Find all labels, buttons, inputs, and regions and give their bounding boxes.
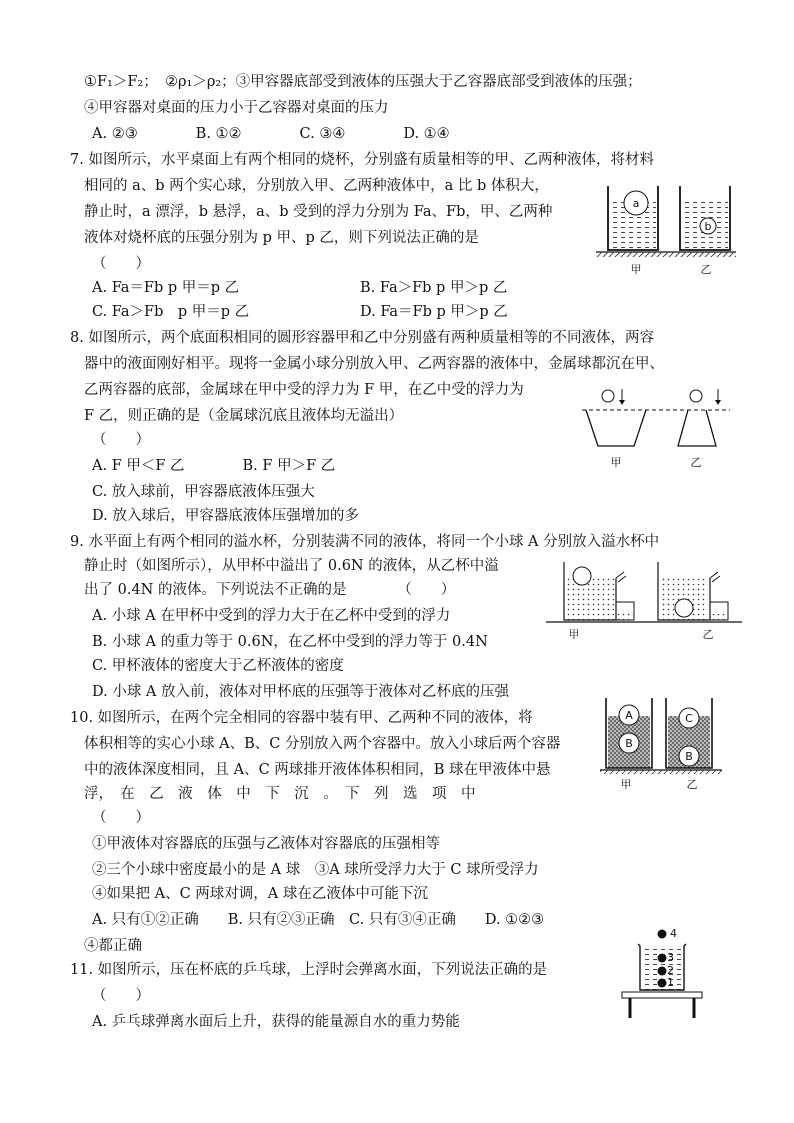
cup-right-label: 乙	[702, 628, 714, 641]
ball-number-3: 3	[667, 951, 674, 964]
q10-statement-4: ④如果把 A、C 两球对调，A 球在乙液体中可能下沉	[92, 886, 428, 902]
cup-right-label: 乙	[700, 263, 712, 276]
cup-left-label: 甲	[620, 778, 632, 791]
cup-right-label: 乙	[690, 456, 702, 469]
q7-stem-1: 7. 如图所示，水平桌面上有两个相同的烧杯，分别盛有质量相等的甲、乙两种液体，将材料	[70, 152, 654, 168]
q7-option-a: A. Fa＝Fb p 甲＝p 乙	[92, 280, 240, 296]
cup-right-label: 乙	[686, 778, 698, 791]
ball-a-label: A	[625, 709, 633, 722]
cup-left-label: 甲	[568, 628, 580, 641]
ball-number-2: 2	[667, 964, 674, 977]
q7-answer-blank: （ ）	[92, 256, 150, 272]
q8-stem-1: 8. 如图所示，两个底面积相同的圆形容器甲和乙中分别盛有两种质量相等的不同液体，两容	[70, 330, 654, 346]
q10-options-cont: ④都正确	[84, 938, 142, 954]
q8-option-d: D. 放入球后，甲容器底液体压强增加的多	[92, 508, 359, 524]
q8-answer-blank: （ ）	[92, 432, 150, 448]
q6-statements-1: ①F₁＞F₂； ②ρ₁＞ρ₂；③甲容器底部受到液体的压强大于乙容器底部受到液体的压强；	[84, 74, 642, 90]
q11-option-a: A. 乒乓球弹离水面后上升，获得的能量源自水的重力势能	[92, 1014, 460, 1030]
q7-option-b: B. Fa＞Fb p 甲＞p 乙	[360, 280, 508, 296]
q9-stem-1: 9. 水平面上有两个相同的溢水杯，分别装满不同的液体，将同一个小球 A 分别放入溢水杯中	[70, 534, 660, 550]
q10-options: A. 只有①②正确 B. 只有②③正确 C. 只有③④正确 D. ①②③	[92, 912, 545, 928]
q8-option-ab: A. F 甲＜F 乙 B. F 甲＞F 乙	[92, 458, 336, 474]
ball-b-left-label: B	[625, 737, 633, 750]
q9-stem-3: 出了 0.4N 的液体。下列说法不正确的是 （ ）	[84, 582, 456, 598]
q10-figure	[600, 694, 724, 792]
ball-c-label: C	[685, 712, 693, 725]
q8-stem-2: 器中的液面刚好相平。现将一金属小球分别放入甲、乙两容器的液体中，金属球都沉在甲、	[84, 356, 664, 372]
ball-number-4: 4	[670, 927, 677, 940]
q10-stem-1: 10. 如图所示，在两个完全相同的容器中装有甲、乙两种不同的液体，将	[70, 710, 533, 726]
ball-a-label: a	[632, 197, 640, 210]
q11-figure	[620, 922, 710, 1022]
q8-figure	[578, 380, 738, 470]
q11-answer-blank: （ ）	[92, 988, 150, 1004]
q9-option-c: C. 甲杯液体的密度大于乙杯液体的密度	[92, 658, 344, 674]
q10-stem-2: 体积相等的实心小球 A、B、C 分别放入两个容器中。放入小球后两个容器	[84, 736, 561, 752]
q10-statement-23: ②三个小球中密度最小的是 A 球 ③A 球所受浮力大于 C 球所受浮力	[92, 862, 539, 878]
q7-stem-3: 静止时，a 漂浮，b 悬浮，a、b 受到的浮力分别为 Fa、Fb，甲、乙两种	[84, 204, 553, 220]
cup-left-label: 甲	[630, 263, 642, 276]
q9-figure	[546, 552, 742, 642]
q11-stem: 11. 如图所示，压在杯底的乒乓球，上浮时会弹离水面，下列说法正确的是	[70, 962, 548, 978]
q10-stem-4: 浮， 在 乙 液 体 中 下 沉 。 下 列 选 项 中	[84, 786, 476, 802]
q6-options: A. ②③ B. ①② C. ③④ D. ①④	[92, 126, 450, 142]
q8-option-c: C. 放入球前，甲容器底液体压强大	[92, 484, 315, 500]
q10-statement-1: ①甲液体对容器底的压强与乙液体对容器底的压强相等	[92, 836, 440, 852]
ball-number-1: 1	[667, 976, 674, 989]
ball-b-right-label: B	[685, 750, 693, 763]
q7-stem-2: 相同的 a、b 两个实心球，分别放入甲、乙两种液体中，a 比 b 体积大，	[84, 178, 549, 194]
q7-option-c: C. Fa＞Fb p 甲＝p 乙	[92, 304, 250, 320]
q10-answer-blank: （ ）	[92, 810, 150, 826]
cup-left-label: 甲	[610, 456, 622, 469]
ball-b-label: b	[704, 220, 712, 233]
q7-stem-4: 液体对烧杯底的压强分别为 p 甲、p 乙，则下列说法正确的是	[84, 230, 479, 246]
q9-option-a: A. 小球 A 在甲杯中受到的浮力大于在乙杯中受到的浮力	[92, 608, 451, 624]
q8-stem-4: F 乙，则正确的是（金属球沉底且液体均无溢出）	[84, 408, 404, 424]
q10-stem-3: 中的液体深度相同，且 A、C 两球排开液体体积相同，B 球在甲液体中悬	[84, 762, 551, 778]
q8-stem-3: 乙两容器的底部，金属球在甲中受的浮力为 F 甲，在乙中受的浮力为	[84, 382, 524, 398]
q6-statements-2: ④甲容器对桌面的压力小于乙容器对桌面的压力	[84, 100, 389, 116]
q7-option-d: D. Fa＝Fb p 甲＞p 乙	[360, 304, 508, 320]
q9-option-d: D. 小球 A 放入前，液体对甲杯底的压强等于液体对乙杯底的压强	[92, 684, 510, 700]
q7-figure	[596, 180, 736, 280]
q9-option-b: B. 小球 A 的重力等于 0.6N，在乙杯中受到的浮力等于 0.4N	[92, 634, 488, 650]
q9-stem-2: 静止时（如图所示），从甲杯中溢出了 0.6N 的液体，从乙杯中溢	[84, 558, 499, 574]
